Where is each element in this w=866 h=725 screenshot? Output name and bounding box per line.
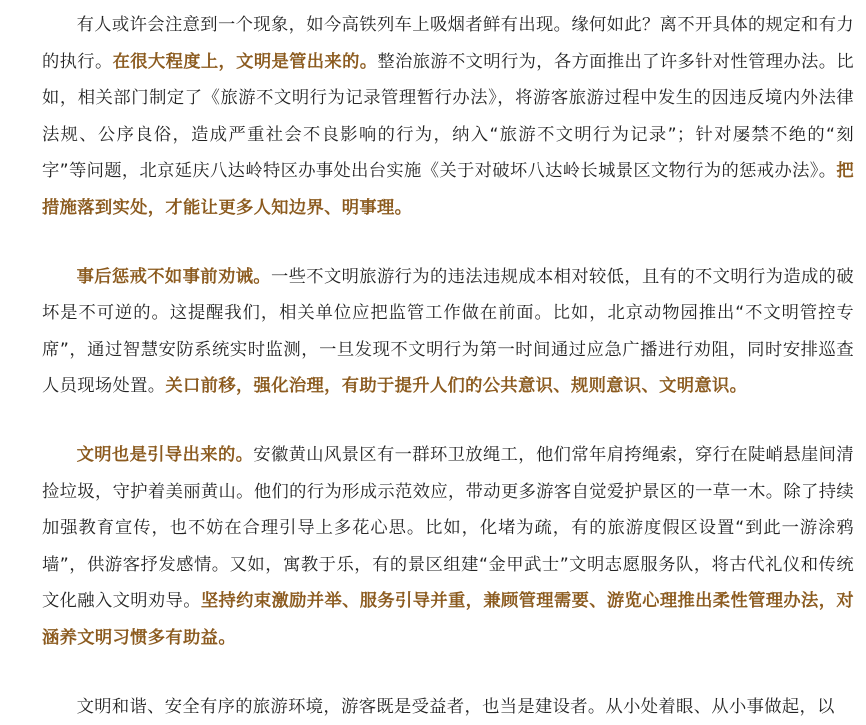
paragraph-1-highlight: 在很大程度上，文明是管出来的。 — [113, 52, 378, 72]
paragraph-3-highlight: 文明也是引导出来的。 — [77, 445, 254, 465]
paragraph-2 — [42, 259, 854, 405]
paragraph-1-highlight: 把措施落到实处，才能让更多人知边界、明事理。 — [42, 161, 854, 218]
paragraph-1 — [42, 7, 854, 227]
paragraph-4-text: 文明和谐、安全有序的旅游环境，游客既是受益者，也当是建设者。从小处着眼、从小事做起，以 — [77, 697, 835, 717]
paragraph-4 — [42, 689, 854, 725]
paragraph-2-highlight: 事后惩戒不如事前劝诫。 — [77, 267, 271, 287]
paragraph-2-highlight: 关口前移，强化治理，有助于提升人们的公共意识、规则意识、文明意识。 — [165, 376, 747, 396]
article-body — [42, 7, 854, 725]
paragraph-2-text: 一些不文明旅游行为的违法违规成本相对较低，且有的不文明行为造成的破坏是不可逆的。这提醒我们，相关单位应把监管工作做在前面。比如，北京动物园推出“不文明管控专席”，通过智慧安防系统实时监测，一旦发现不文明行为第一时间通过应急广播进行劝阻，同时安排巡查人员现场处置。 — [42, 267, 854, 397]
paragraph-1-text: 有人或许会注意到一个现象，如今高铁列车上吸烟者鲜有出现。缘何如此？离不开具体的规定和有力的执行。 — [42, 15, 854, 72]
paragraph-3-highlight: 坚持约束激励并举、服务引导并重，兼顾管理需要、游览心理推出柔性管理办法，对涵养文明习惯多有助益。 — [42, 591, 854, 648]
paragraph-1-text: 整治旅游不文明行为，各方面推出了许多针对性管理办法。比如，相关部门制定了《旅游不文明行为记录管理暂行办法》，将游客旅游过程中发生的因违反境内外法律法规、公序良俗，造成严重社会不良影响的行为，纳入“旅游不文明行为记录”；针对屡禁不绝的“刻字”等问题，北京延庆八达岭特区办事处出台实施《关于对破坏八达岭长城景区文物行为的惩戒办法》。 — [42, 52, 854, 182]
paragraph-3-text: 安徽黄山风景区有一群环卫放绳工，他们常年肩挎绳索，穿行在陡峭悬崖间清捡垃圾，守护着美丽黄山。他们的行为形成示范效应，带动更多游客自觉爱护景区的一草一木。除了持续加强教育宣传，也不妨在合理引导上多花心思。比如，化堵为疏，有的旅游度假区设置“到此一游涂鸦墙”，供游客抒发感情。又如，寓教于乐，有的景区组建“金甲武士”文明志愿服务队，将古代礼仪和传统文化融入文明劝导。 — [42, 445, 854, 611]
paragraph-3 — [42, 437, 854, 657]
